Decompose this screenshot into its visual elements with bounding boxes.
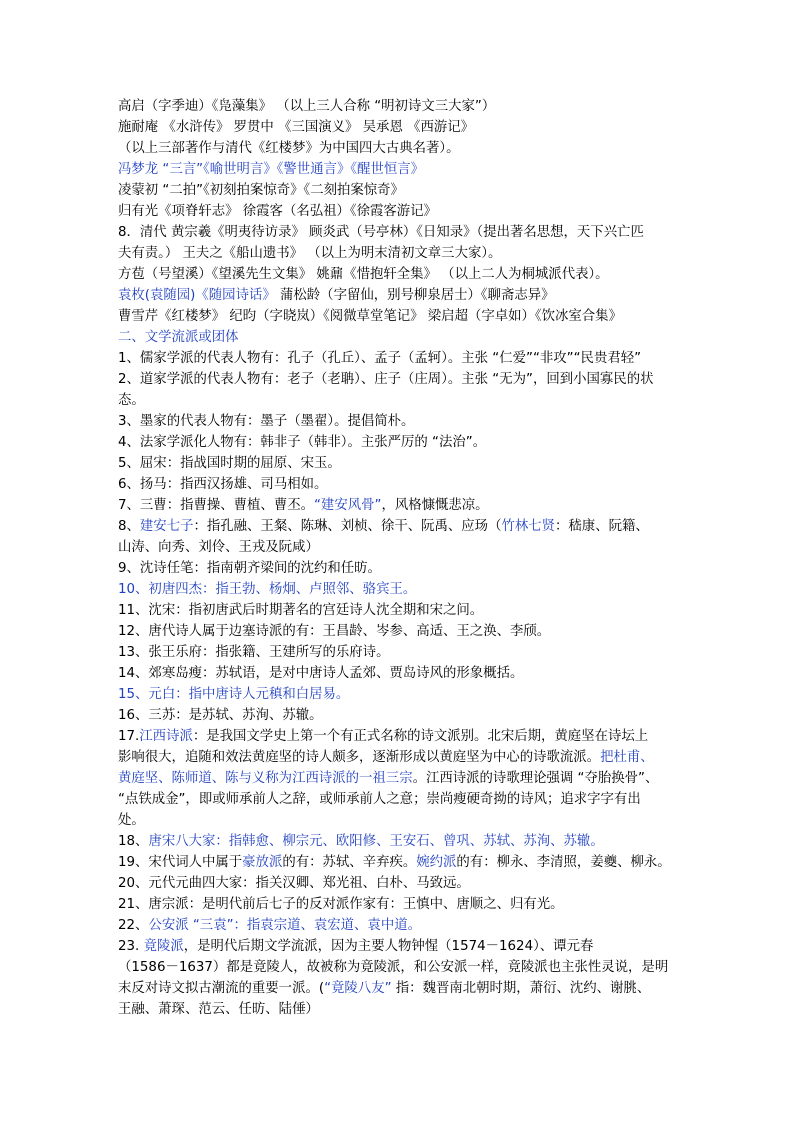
body-text: 8、: [118, 519, 140, 534]
highlighted-text: 婉约派: [416, 855, 457, 870]
body-text: ，是明代后期文学流派，因为主要人物钟惺（1574－1624）、谭元春: [183, 939, 594, 954]
body-text: 8．清代 黄宗羲《明夷待访录》 顾炎武（号亭林）《日知录》（提出著名思想，天下兴亡匹: [118, 225, 644, 240]
body-text: 蒲松龄（字留仙，别号柳泉居士）《聊斋志异》: [275, 288, 555, 303]
body-text: “点铁成金”，即或师承前人之辞，或师承前人之意；崇尚瘦硬奇拗的诗风；追求字字有出: [118, 792, 641, 807]
highlighted-text: 袁枚(袁随园)《随园诗话》: [118, 288, 276, 303]
body-text: 19、宋代词人中属于: [118, 855, 243, 870]
body-text: ：是我国文学史上第一个有正式名称的诗文派别。北宋后期，黄庭坚在诗坛上: [192, 729, 649, 744]
body-text: 指：魏晋南北朝时期，萧衍、沈约、谢朓、: [391, 981, 651, 996]
body-text: 17.: [118, 729, 140, 744]
body-text: 夫有责。） 王夫之《船山遗书》 （以上为明末清初文章三大家）。: [118, 246, 502, 261]
body-text: 12、唐代诗人属于边塞诗派的有：王昌龄、岑参、高适、王之涣、李颀。: [118, 624, 551, 639]
body-text: 王融、萧琛、范云、任昉、陆倕）: [118, 1002, 319, 1017]
body-text: 凌蒙初 “二拍”《初刻拍案惊奇》《二刻拍案惊奇》: [118, 183, 404, 198]
text-line: [118, 915, 678, 936]
body-text: ：指孔融、王粲、陈琳、刘桢、徐干、阮禹、应玚（: [193, 519, 502, 534]
body-text: 7、三曹：指曹操、曹植、曹丕。: [118, 498, 314, 513]
text-line: [118, 264, 678, 285]
highlighted-text: 竹林七贤: [501, 519, 556, 534]
text-line: [118, 306, 678, 327]
body-text: 末反对诗文拟古潮流的重要一派。(: [118, 981, 325, 996]
body-text: 施耐庵 《水浒传》 罗贯中 《三国演义》 吴承恩 《西游记》: [118, 120, 475, 135]
body-text: 2、道家学派的代表人物有：老子（老聃）、庄子（庄周）。主张 “无为”，回到小国寡民的状: [118, 372, 654, 387]
document-body: [118, 96, 678, 1020]
body-text: 23.: [118, 939, 144, 954]
text-line: [118, 747, 678, 768]
highlighted-text: 公安派 “三袁”：指袁宗道、袁宏道、袁中道。: [148, 918, 421, 933]
body-text: 的有：苏轼、辛弃疾。: [282, 855, 417, 870]
body-text: 归有光《项脊轩志》 徐霞客（名弘祖）《徐霞客游记》: [118, 204, 437, 219]
highlighted-text: 唐宋八大家：指韩愈、柳宗元、欧阳修、王安石、曾巩、苏轼、苏洵、苏辙。: [148, 834, 604, 849]
text-line: [118, 348, 678, 369]
highlighted-text: 二、文学流派或团体: [118, 330, 239, 345]
highlighted-text: 豪放派: [242, 855, 283, 870]
text-line: [118, 663, 678, 684]
text-line: [118, 936, 678, 957]
body-text: 6、扬马：指西汉扬雄、司马相如。: [118, 477, 328, 492]
body-text: 高启（字季迪）《凫藻集》 （以上三人合称 “明初诗文三大家”）: [118, 99, 496, 114]
text-line: [118, 411, 678, 432]
text-line: [118, 957, 678, 978]
body-text: 20、元代元曲四大家：指关汉卿、郑光祖、白朴、马致远。: [118, 876, 470, 891]
body-text: 5、屈宋：指战国时期的屈原、宋玉。: [118, 456, 341, 471]
text-line: [118, 453, 678, 474]
body-text: 处。: [118, 813, 145, 828]
text-line: [118, 684, 678, 705]
highlighted-text: 10、初唐四杰：指王勃、杨炯、卢照邻、骆宾王。: [118, 582, 417, 597]
highlighted-text: “竟陵八友”: [324, 981, 392, 996]
text-line: [118, 978, 678, 999]
body-text: 方苞（号望溪）《望溪先生文集》 姚鼐《惜抱轩全集》 （以上二人为桐城派代表）。: [118, 267, 609, 282]
text-line: [118, 873, 678, 894]
body-text: （1586－1637）都是竟陵人，故被称为竟陵派，和公安派一样，竟陵派也主张性灵说，是明: [118, 960, 669, 975]
text-line: [118, 159, 678, 180]
highlighted-text: 冯梦龙 “三言”《喻世明言》《警世通言》《醒世恒言》: [118, 162, 425, 177]
text-line: [118, 516, 678, 537]
text-line: [118, 789, 678, 810]
highlighted-text: 15、元白：指中唐诗人元稹和白居易。: [118, 687, 350, 702]
text-line: [118, 810, 678, 831]
text-line: [118, 222, 678, 243]
body-text: 曹雪芹《红楼梦》 纪昀（字晓岚）《阅微草堂笔记》 梁启超（字卓如）《饮冰室合集》: [118, 309, 622, 324]
text-line: [118, 705, 678, 726]
body-text: 态。: [118, 393, 145, 408]
text-line: [118, 831, 678, 852]
text-line: [118, 285, 678, 306]
body-text: 14、郊寒岛瘦：苏轼语，是对中唐诗人孟郊、贾岛诗风的形象概括。: [118, 666, 524, 681]
text-line: [118, 495, 678, 516]
text-line: [118, 600, 678, 621]
highlighted-text: 竟陵派: [143, 939, 184, 954]
text-line: [118, 558, 678, 579]
text-line: [118, 243, 678, 264]
text-line: [118, 390, 678, 411]
text-line: [118, 621, 678, 642]
body-text: 影响很大，追随和效法黄庭坚的诗人颇多，逐渐形成以黄庭坚为中心的诗歌流派。: [118, 750, 601, 765]
body-text: ：嵇康、阮籍、: [555, 519, 649, 534]
highlighted-text: 把杜甫、: [600, 750, 654, 765]
text-line: [118, 537, 678, 558]
body-text: 的有：柳永、李清照，姜夔、柳永。: [456, 855, 671, 870]
body-text: （以上三部著作与清代《红楼梦》为中国四大古典名著）。: [118, 141, 460, 156]
highlighted-text: 黄庭坚、陈师道、陈与义称为江西诗派的一祖三宗: [118, 771, 413, 786]
body-text: ，风格慷慨悲凉。: [381, 498, 489, 513]
text-line: [118, 96, 678, 117]
body-text: 9、沈诗任笔：指南朝齐梁间的沈约和任昉。: [118, 561, 381, 576]
text-line: [118, 369, 678, 390]
body-text: 13、张王乐府：指张籍、王建所写的乐府诗。: [118, 645, 390, 660]
text-line: [118, 768, 678, 789]
body-text: 21、唐宗派：是明代前后七子的反对派作家有：王慎中、唐顺之、归有光。: [118, 897, 564, 912]
body-text: 山涛、向秀、刘伶、王戎及阮咸）: [118, 540, 319, 555]
text-line: [118, 474, 678, 495]
highlighted-text: 江西诗派: [139, 729, 193, 744]
text-line: [118, 642, 678, 663]
body-text: 16、三苏：是苏轼、苏洵、苏辙。: [118, 708, 323, 723]
text-line: [118, 117, 678, 138]
text-line: [118, 201, 678, 222]
text-line: [118, 180, 678, 201]
text-line: [118, 579, 678, 600]
text-line: [118, 327, 678, 348]
body-text: 22、: [118, 918, 149, 933]
text-line: [118, 894, 678, 915]
highlighted-text: “建安风骨”: [314, 498, 382, 513]
body-text: 4、法家学派化人物有：韩非子（韩非）。主张严厉的 “法治”。: [118, 435, 487, 450]
body-text: 1、儒家学派的代表人物有：孔子（孔丘）、孟子（孟轲）。主张 “仁爱”“非攻”“民贵君轻”: [118, 351, 642, 366]
body-text: 18、: [118, 834, 149, 849]
body-text: 3、墨家的代表人物有：墨子（墨翟）。提倡简朴。: [118, 414, 415, 429]
text-line: [118, 432, 678, 453]
text-line: [118, 726, 678, 747]
text-line: [118, 999, 678, 1020]
highlighted-text: 建安七子: [139, 519, 194, 534]
text-line: [118, 138, 678, 159]
text-line: [118, 852, 678, 873]
body-text: 。江西诗派的诗歌理论强调 “夺胎换骨”、: [412, 771, 659, 786]
body-text: 11、沈宋：指初唐武后时期著名的宫廷诗人沈全期和宋之问。: [118, 603, 484, 618]
